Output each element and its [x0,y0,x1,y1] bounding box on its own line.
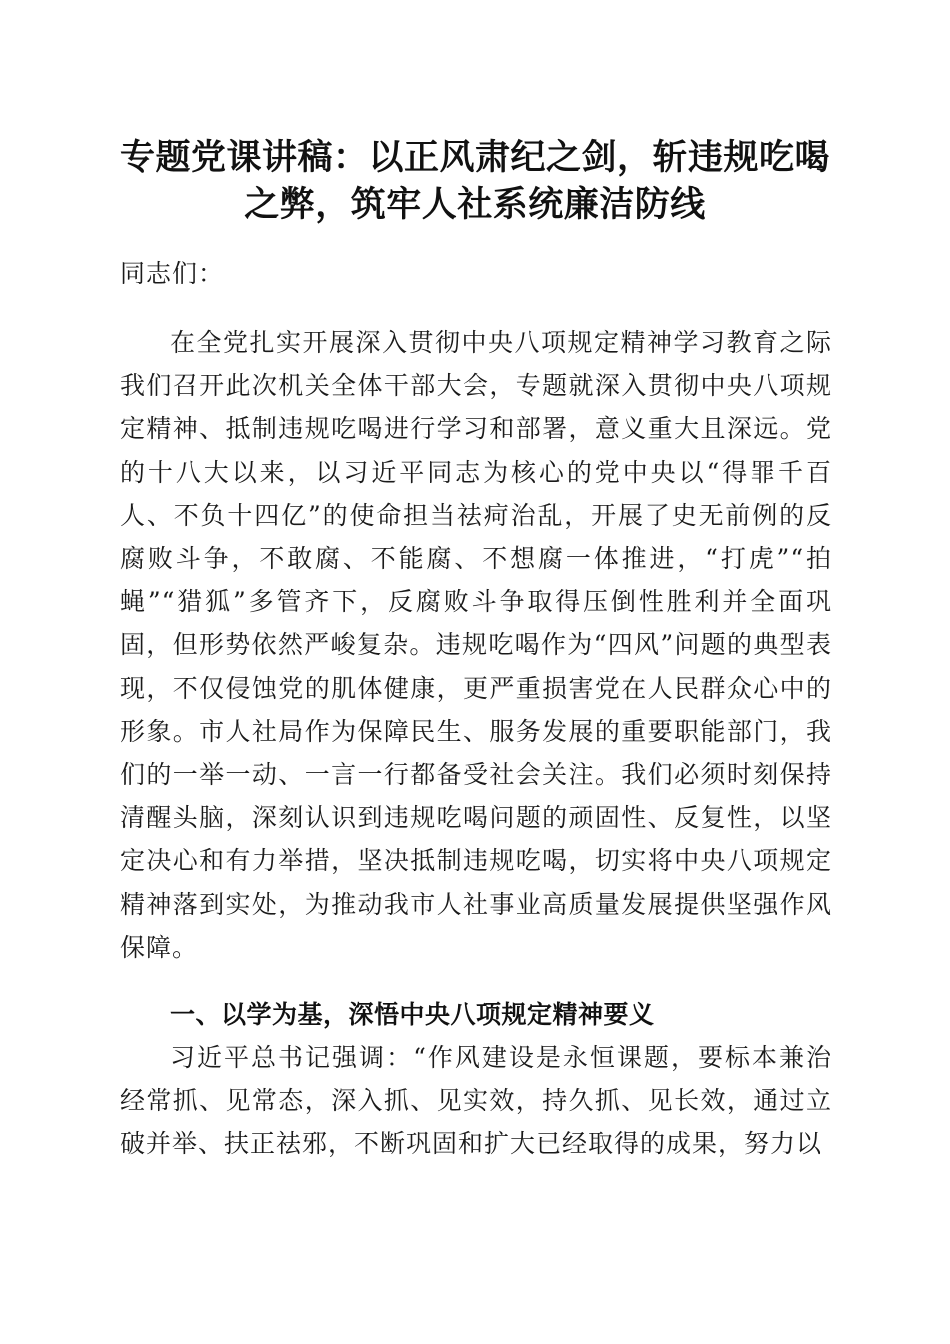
paragraph-intro: 在全党扎实开展深入贯彻中央八项规定精神学习教育之际我们召开此次机关全体干部大会，专题就深入贯彻中央八项规定精神、抵制违规吃喝进行学习和部署，意义重大且深远。党的十八大以来，以习近平同志为核心的党中央以“得罪千百人、不负十四亿”的使命担当祛疴治乱，开展了史无前例的反腐败斗争，不敢腐、不能腐、不想腐一体推进，“打虎”“拍蝇”“猎狐”多管齐下，反腐败斗争取得压倒性胜利并全面巩固，但形势依然严峻复杂。违规吃喝作为“四风”问题的典型表现，不仅侵蚀党的肌体健康，更严重损害党在人民群众心中的形象。市人社局作为保障民生、服务发展的重要职能部门，我们的一举一动、一言一行都备受社会关注。我们必须时刻保持清醒头脑，深刻认识到违规吃喝问题的顽固性、反复性，以坚定决心和有力举措，坚决抵制违规吃喝，切实将中央八项规定精神落到实处，为推动我市人社事业高质量发展提供坚强作风保障。 [120,328,832,962]
greeting: 同志们： [120,259,225,288]
title-line-2: 之弊，筑牢人社系统廉洁防线 [244,184,706,225]
section-heading-1: 一、以学为基，深悟中央八项规定精神要义 [170,1000,655,1029]
title-line-1: 专题党课讲稿：以正风肃纪之剑，斩违规吃喝 [119,137,830,178]
document-title [96,134,854,228]
paragraph-section-1: 习近平总书记强调：“作风建设是永恒课题，要标本兼治经常抓、见常态，深入抓、见实效，持久抓、见长效，通过立破并举、扶正祛邪，不断巩固和扩大已经取得的成果，努力以 [120,1043,832,1159]
